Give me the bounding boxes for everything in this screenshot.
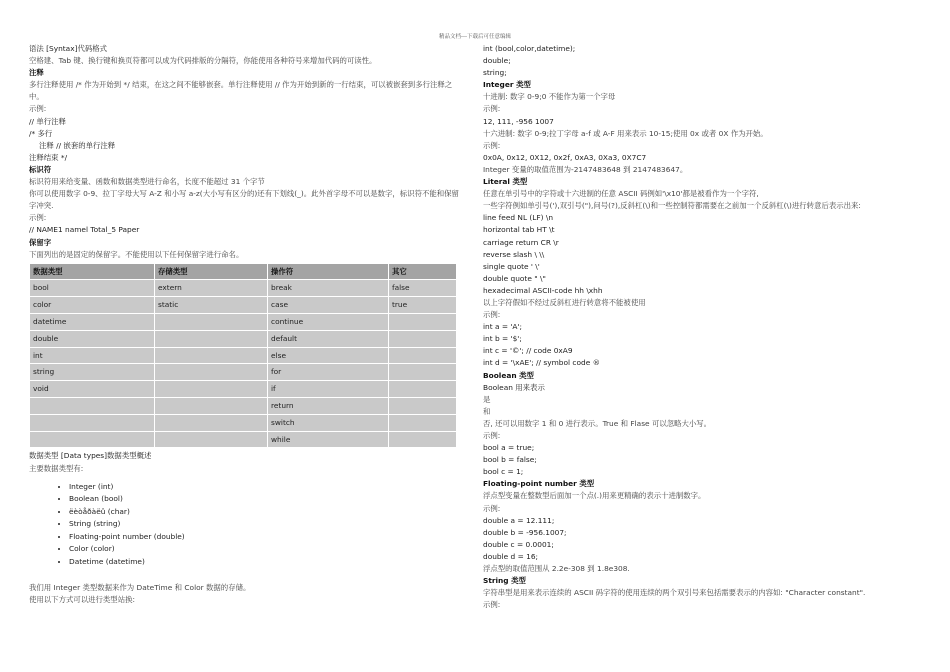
literal-heading: Literal 类型 <box>483 177 528 187</box>
code-line: hexadecimal ASCII-code hh \xhh <box>483 285 603 295</box>
code-line: double a = 12.111; <box>483 515 555 525</box>
table-cell: int <box>30 347 155 364</box>
table-cell <box>389 381 457 398</box>
example-label: 示例: <box>483 431 501 440</box>
table-cell: default <box>268 330 389 347</box>
reserved-words-paragraph: 下面列出的是固定的保留字。不能使用以下任何保留字进行命名。 <box>29 249 244 259</box>
code-line: double b = -956.1007; <box>483 527 567 537</box>
table-cell <box>30 414 155 431</box>
table-cell <box>155 314 268 331</box>
example-label: 示例: <box>483 600 501 610</box>
code-line: int a = 'A'; <box>483 322 523 332</box>
table-cell: else <box>268 347 389 364</box>
table-row <box>30 381 457 398</box>
list-item: • String (string) <box>69 518 463 531</box>
table-cell: continue <box>268 314 389 331</box>
table-cell: static <box>155 297 268 314</box>
float-heading: Floating-point number 类型 <box>483 479 595 489</box>
table-cell: datetime <box>30 314 155 331</box>
code-line: // 单行注释 <box>29 116 66 126</box>
table-cell: switch <box>268 414 389 431</box>
identifiers-paragraph: 标识符用来给变量、函数和数据类型进行命名，长度不能超过 31 个字节 <box>29 177 265 187</box>
code-line: // NAME1 namel Total_5 Paper <box>29 225 140 235</box>
string-paragraph: 字符串型是用来表示连续的 ASCII 码字符的使用连续的两个双引号来包括需要表示的内容如: "Character constant". <box>483 588 866 598</box>
code-line: bool b = false; <box>483 455 537 465</box>
code-line: reverse slash \ \\ <box>483 249 545 259</box>
boolean-paragraph: Boolean 用来表示 <box>483 382 545 392</box>
boolean-heading: Boolean 类型 <box>483 370 534 380</box>
code-line: int d = '\xAE'; // symbol code ® <box>483 358 600 368</box>
table-cell: double <box>30 330 155 347</box>
code-line: horizontal tab HT \t <box>483 225 555 235</box>
code-line: string; <box>483 68 507 78</box>
table-cell <box>389 398 457 415</box>
float-range-paragraph: 浮点型的取值范围从 2.2e-308 到 1.8e308. <box>483 564 630 574</box>
comments-heading: 注释 <box>29 68 44 78</box>
code-line: 12, 111, -956 1007 <box>483 116 554 126</box>
example-label: 示例: <box>483 104 501 114</box>
table-cell: true <box>389 297 457 314</box>
boolean-paragraph-2: 否, 还可以用数字 1 和 0 进行表示。True 和 Flase 可以忽略大小写。 <box>483 418 712 428</box>
reserved-words-heading: 保留字 <box>29 237 52 247</box>
float-paragraph: 浮点型变量在整数型后面加一个点(.)用来更精确的表示十进制数字。 <box>483 491 706 501</box>
list-item: • Floating-point number (double) <box>69 531 463 544</box>
table-cell <box>30 398 155 415</box>
string-heading: String 类型 <box>483 576 526 586</box>
table-row <box>30 347 457 364</box>
table-cell <box>155 381 268 398</box>
table-row <box>30 280 457 297</box>
list-item: • Boolean (bool) <box>69 493 463 506</box>
right-column <box>483 43 923 611</box>
table-cell: for <box>268 364 389 381</box>
table-header-cell: 操作符 <box>268 263 389 280</box>
table-cell: if <box>268 381 389 398</box>
decimal-paragraph: 十进制: 数字 0-9;0 不能作为第一个字母 <box>483 92 616 102</box>
table-cell <box>155 398 268 415</box>
comments-paragraph: 多行注释使用 /* 作为开始到 */ 结束，在这之间不能够嵌套。单行注释使用 // 作为开始到新的一行结束，可以被嵌套到多行注释之中。 <box>29 80 453 102</box>
conversion-paragraph-2: 使用以下方式可以进行类型站换: <box>29 595 135 605</box>
code-line: line feed NL (LF) \n <box>483 213 554 223</box>
table-row <box>30 330 457 347</box>
table-cell <box>389 330 457 347</box>
example-label: 示例: <box>483 140 501 150</box>
table-cell <box>155 414 268 431</box>
page-header: 精品文档---下载后可任意编辑 <box>439 34 511 40</box>
code-line: /* 多行 <box>29 128 53 138</box>
code-line: bool a = true; <box>483 443 535 453</box>
data-types-heading: 数据类型 [Data types]数据类型概述 <box>29 451 152 461</box>
table-row <box>30 364 457 381</box>
table-row <box>30 398 457 415</box>
identifiers-paragraph-2: 你可以使用数字 0-9、拉丁字母大写 A-Z 和小写 a-z(大小写有区分的)还有下划线(_)。此外首字母不可以是数字，标识符不能和保留字冲突. <box>29 189 459 211</box>
table-cell <box>389 431 457 448</box>
table-header-cell: 数据类型 <box>30 263 155 280</box>
code-line: double quote " \" <box>483 273 546 283</box>
example-label: 示例: <box>483 310 501 320</box>
conversion-paragraph: 我们用 Integer 类型数据来作为 DateTime 和 Color 数据的存储。 <box>29 583 251 593</box>
table-cell <box>389 414 457 431</box>
table-cell <box>389 347 457 364</box>
syntax-heading: 语法 [Syntax]代码格式 <box>29 44 108 53</box>
table-cell <box>30 431 155 448</box>
table-cell: break <box>268 280 389 297</box>
table-header-row <box>30 263 457 280</box>
code-line: 注释结束 */ <box>29 152 68 162</box>
table-row <box>30 431 457 448</box>
code-line: 0x0A, 0x12, 0X12, 0x2f, 0xA3, 0Xa3, 0X7C7 <box>483 152 647 162</box>
hex-paragraph: 十六进制: 数字 0-9;拉丁字母 a-f 或 A-F 用来表示 10-15;使用 0x 或者 0X 作为开始。 <box>483 128 768 138</box>
integer-range-paragraph: Integer 变量的取值范围为-2147483648 到 2147483647。 <box>483 164 688 174</box>
table-cell: return <box>268 398 389 415</box>
example-label: 示例: <box>29 213 47 223</box>
code-line: int (bool,color,datetime); <box>483 44 576 53</box>
table-cell: case <box>268 297 389 314</box>
table-cell <box>155 330 268 347</box>
literal-paragraph: 任意在单引号中的字符或十六进制的任意 ASCII 码例如'\x10'都是被看作为一个字符, <box>483 189 759 199</box>
escape-note: 以上字符假如不经过反斜杠进行转意将不能被使用 <box>483 297 646 307</box>
table-cell <box>155 364 268 381</box>
code-line: double d = 16; <box>483 551 539 561</box>
code-line: double c = 0.0001; <box>483 539 554 549</box>
table-header-cell: 其它 <box>389 263 457 280</box>
code-line: int c = '©'; // code 0xA9 <box>483 346 573 356</box>
table-cell: while <box>268 431 389 448</box>
table-row <box>30 314 457 331</box>
table-cell: color <box>30 297 155 314</box>
table-cell: bool <box>30 280 155 297</box>
code-line: single quote ' \' <box>483 261 540 271</box>
data-types-list <box>29 481 463 569</box>
example-label: 示例: <box>29 104 47 114</box>
identifiers-heading: 标识符 <box>29 164 52 174</box>
integer-heading: Integer 类型 <box>483 80 531 90</box>
code-line: 注释 // 嵌套的单行注释 <box>39 140 116 150</box>
reserved-words-table <box>29 263 457 449</box>
syntax-paragraph: 空格建、Tab 键、换行键和换页符都可以成为代码排版的分隔符，你能使用各种符号来增加代码的可读性。 <box>29 56 377 66</box>
literal-paragraph-2: 一些字符例如单引号('),双引号("),问号(?),反斜杠(\)和一些控制符都需要在之前加一个反斜杠(\)进行转意后表示出来: <box>483 201 861 211</box>
table-cell <box>155 347 268 364</box>
table-cell <box>389 314 457 331</box>
table-cell: extern <box>155 280 268 297</box>
boolean-word-and: 和 <box>483 406 491 416</box>
table-row <box>30 297 457 314</box>
list-item: • Integer (int) <box>69 481 463 494</box>
list-item: • Color (color) <box>69 543 463 556</box>
code-line: int b = '$'; <box>483 334 522 344</box>
code-line: double; <box>483 56 511 66</box>
boolean-word-true: 是 <box>483 394 491 404</box>
table-cell <box>155 431 268 448</box>
list-item: • Datetime (datetime) <box>69 556 463 569</box>
table-row <box>30 414 457 431</box>
left-column <box>29 43 463 606</box>
table-cell <box>389 364 457 381</box>
table-cell: false <box>389 280 457 297</box>
code-line: bool c = 1; <box>483 467 524 477</box>
list-item: • ëèòåðàëû (char) <box>69 506 463 519</box>
data-types-paragraph: 主要数据类型有: <box>29 463 84 473</box>
table-cell: void <box>30 381 155 398</box>
table-cell: string <box>30 364 155 381</box>
example-label: 示例: <box>483 503 501 513</box>
table-header-cell: 存储类型 <box>155 263 268 280</box>
code-line: carriage return CR \r <box>483 237 559 247</box>
